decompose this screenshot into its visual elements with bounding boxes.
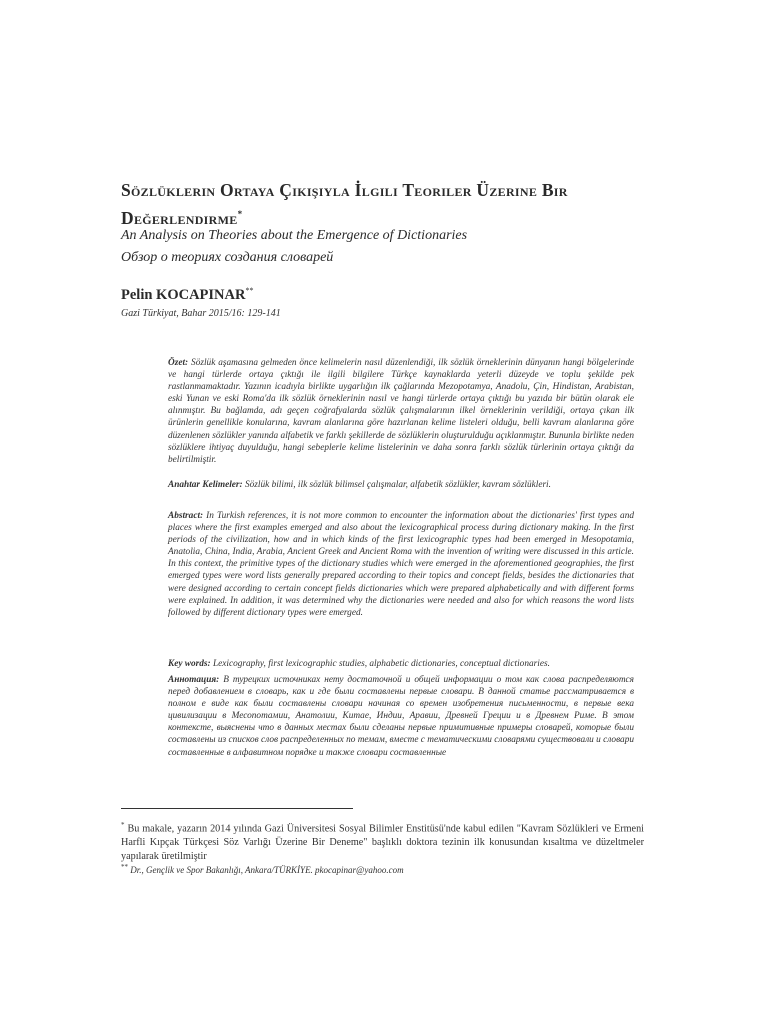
annotation-label: Аннотация:	[168, 675, 220, 685]
abstract-label: Abstract:	[168, 511, 204, 521]
ozet-text: Sözlük aşamasına gelmeden önce kelimelerin nasıl düzenlendiği, ilk sözlük örneklerinin dünyanın hangi bölgelerinde ve hangi türlerde ortaya çıktığı ile ilgili bilgilere Türkçe kaynaklarda yeterli düzeyde ve toplu şekilde pek rastlanmamaktadır. Yazının icadıyla birlikte uygarlığın ilk çağlarında Mezopotamya, Anadolu, Çin, Hindistan, Arabistan, eski Yunan ve eski Roma'da ilk sözlük örneklerinin nasıl ve hangi türlerde ortaya çıktığı bu yazıda bir bütün olarak ele alınmıştır. Bu bağlamda, adı geçen coğrafyalarda sözlük çalışmalarının ilkel örneklerinin verildiği, ortaya çıkan ilk ürünlerin genellikle konularına, kavram alanlarına göre hazırlanan kelime listeleri olduğu, belli kavram alanlarına göre düzenlenen sözlükler yanında alfabetik ve farklı şekillerde de sözlüklerin oluşturulduğu açıklanmıştır. Bununla birlikte neden sözlüklere ihtiyaç duyulduğu, hangi sebeplerle kelime listelerinin ve daha sonra farklı sözlük türlerinin ortaya çıktığı da belirtilmiştir.	[168, 358, 634, 465]
turkish-abstract	[168, 357, 634, 466]
anahtar-label: Anahtar Kelimeler:	[168, 480, 243, 490]
author-footnote-mark: **	[245, 286, 254, 295]
english-keywords	[168, 658, 634, 670]
ozet-label: Özet:	[168, 358, 189, 368]
footnote-2-text: Dr., Gençlik ve Spor Bakanlığı, Ankara/TÜRKİYE. pkocapinar@yahoo.com	[130, 865, 404, 875]
russian-subtitle: Обзор о теориях создания словарей	[121, 250, 334, 265]
turkish-keywords	[168, 479, 634, 491]
english-abstract	[168, 510, 634, 619]
footnote-2	[121, 860, 644, 877]
annotation-text: В турецких источниках нету достаточной и общей информации о том как слова распределяются перед добавлением в словарь, как и где были составлены первые словари. В данной статье рассматривается в полном е виде как были составлены словари начиная со времен изобретения письменности, в первые века цивилизации в Месопотамии, Анатолии, Китае, Индии, Аравии, Древней Греции и в Древнем Риме. В этом контексте, выяснены что в данных местах были сделаны первые примитивные примеры словарей, которые были составлены из списков слов распределенных по темам, вместе с тематическими словарями существовали и словари составленные в алфавитном порядке и также словари составленные	[168, 675, 635, 758]
english-subtitle: An Analysis on Theories about the Emergence of Dictionaries	[121, 228, 468, 243]
footnote-1-mark: *	[121, 821, 125, 829]
title-footnote-mark: *	[237, 209, 243, 219]
footnote-2-mark: **	[121, 863, 128, 871]
footnote-1-text: Bu makale, yazarın 2014 yılında Gazi Üniversitesi Sosyal Bilimler Enstitüsü'nde kabul edilen "Kavram Sözlükleri ve Ermeni Harfli Kıpçak Türkçesi Söz Varlığı Üzerine Bir Deneme" başlıklı doktora tezinin ilk konusundan kısaltma ve düzeltmeler yapılarak üretilmiştir	[121, 823, 644, 863]
anahtar-text: Sözlük bilimi, ilk sözlük bilimsel çalışmalar, alfabetik sözlükler, kavram sözlükleri.	[244, 480, 551, 490]
russian-annotation	[168, 674, 634, 759]
footnote-1	[121, 818, 644, 864]
author-name: Pelin KOCAPINAR	[121, 286, 246, 303]
keywords-text: Lexicography, first lexicographic studies, alphabetic dictionaries, conceptual dictionaries.	[212, 659, 550, 669]
keywords-label: Key words:	[168, 659, 211, 669]
article-title-text: Sözlüklerin Ortaya Çıkışıyla İlgili Teoriler Üzerine Bir Değerlendirme	[121, 180, 568, 228]
author	[121, 286, 253, 304]
article-title	[121, 178, 641, 230]
footnote-divider	[121, 808, 353, 809]
abstract-text: In Turkish references, it is not more common to encounter the information about the dictionaries' first types and places where the first examples emerged and also about the lexicographical process during dictionary making. In the first periods of the civilization, how and in which kinds of the first lexicographic types had been emerged in Mesopotamia, Anatolia, China, India, Arabia, Ancient Greek and Ancient Roma with the invention of writing were discussed in this article. In this context, the primitive types of the dictionary studies which were emerged in the aforementioned geographies, the first emerged types were word lists generally prepared according to their topics and concept fields, besides the dictionaries that were designed according to certain concept fields dictionaries which were prepared alphabetically and with different forms were explained. In addition, it was determined why the dictionaries were needed and also for which reasons the word lists followed by different dictionary types were emerged.	[168, 511, 635, 618]
journal-citation: Gazi Türkiyat, Bahar 2015/16: 129-141	[121, 308, 281, 319]
